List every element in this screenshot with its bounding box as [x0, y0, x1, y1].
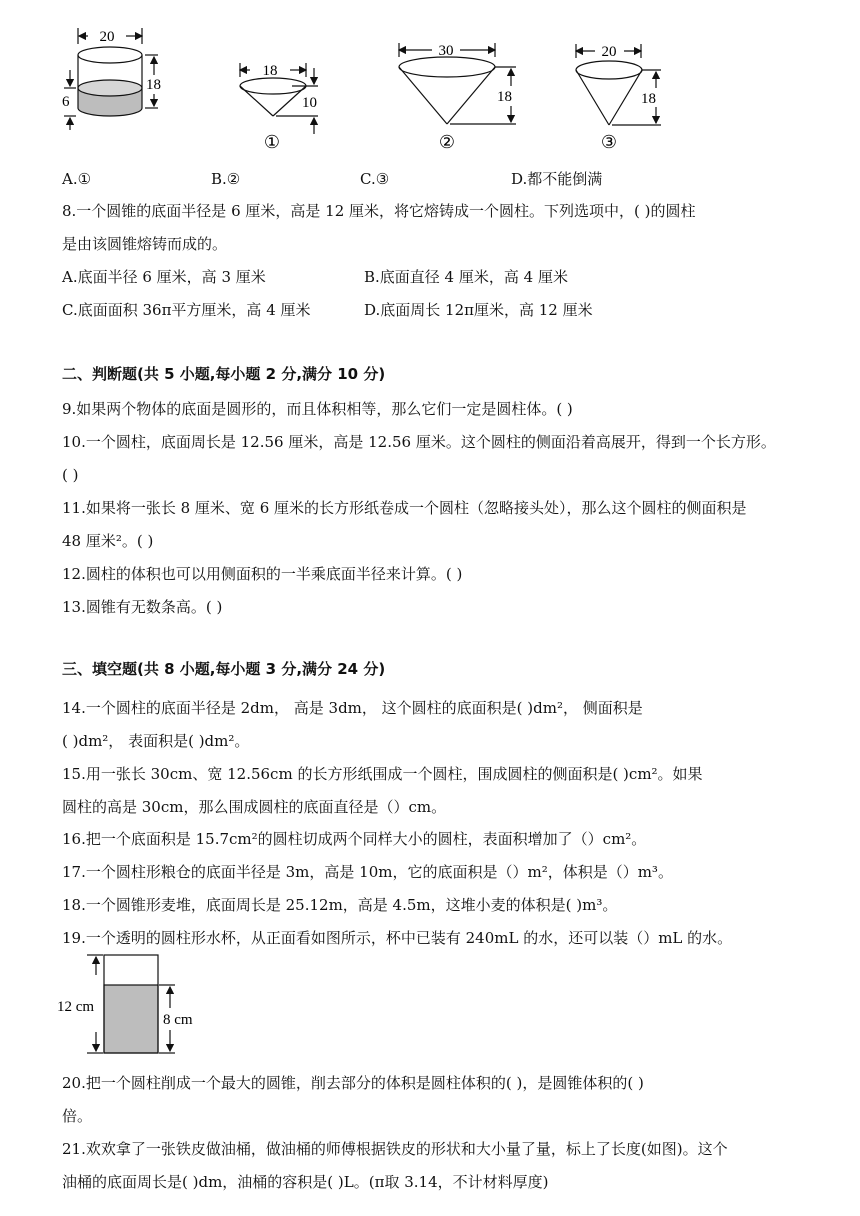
q19-cup: [87, 955, 175, 1053]
q8-option-d: D.底面周长 12π厘米，高 12 厘米: [364, 301, 593, 319]
q16: 16.把一个底面积是 15.7cm²的圆柱切成两个同样大小的圆柱，表面积增加了（）cm²。: [62, 830, 647, 848]
q7-option-a: A.①: [62, 170, 92, 188]
q8-line2: 是由该圆锥熔铸而成的。: [62, 235, 228, 253]
cone1-top-label: 18: [262, 63, 278, 79]
cylinder-height-label: 18: [146, 77, 161, 93]
cylinder-water-label: 6: [62, 94, 70, 110]
q20-line2: 倍。: [62, 1107, 93, 1125]
cone3-figure: [576, 44, 661, 125]
cylinder-top-label: 20: [99, 29, 115, 45]
cone3-height-label: 18: [641, 91, 656, 107]
q9: 9.如果两个物体的底面是圆形的，而且体积相等，那么它们一定是圆柱体。( ): [62, 400, 573, 418]
q21-line1: 21.欢欢拿了一张铁皮做油桶，做油桶的师傅根据铁皮的形状和大小量了量，标上了长度(如图)。这个: [62, 1140, 728, 1158]
cone3-label: ③: [600, 132, 618, 152]
q8-line1: 8.一个圆锥的底面半径是 6 厘米，高是 12 厘米，将它熔铸成一个圆柱。下列选项中，( )的圆柱: [62, 202, 696, 220]
cone2-label: ②: [438, 132, 456, 152]
q19-figure: [55, 950, 255, 1060]
cone1-label: ①: [263, 132, 281, 152]
q8-option-b: B.底面直径 4 厘米，高 4 厘米: [364, 268, 568, 286]
section2-title: 二、判断题(共 5 小题,每小题 2 分,满分 10 分): [62, 365, 386, 383]
q15-line1: 15.用一张长 30cm、宽 12.56cm 的长方形纸围成一个圆柱，围成圆柱的侧面积是( )cm²。如果: [62, 765, 703, 783]
q7-option-b: B.②: [211, 170, 241, 188]
cone2-figure: [399, 43, 516, 124]
q17: 17.一个圆柱形粮仓的底面半径是 3m，高是 10m，它的底面积是（）m²，体积是（）m³。: [62, 863, 673, 881]
q13: 13.圆锥有无数条高。( ): [62, 598, 223, 616]
q11-line2: 48 厘米²。( ): [62, 532, 154, 550]
cone2-height-label: 18: [497, 89, 512, 105]
q10-line1: 10.一个圆柱，底面周长是 12.56 厘米，高是 12.56 厘米。这个圆柱的侧面沿着高展开，得到一个长方形。: [62, 433, 776, 451]
q7-option-d: D.都不能倒满: [511, 170, 603, 188]
q8-option-a: A.底面半径 6 厘米，高 3 厘米: [62, 268, 266, 286]
q21-line2: 油桶的底面周长是( )dm，油桶的容积是( )L。(π取 3.14，不计材料厚度): [62, 1173, 549, 1191]
q8-option-c: C.底面面积 36π平方厘米，高 4 厘米: [62, 301, 311, 319]
q15-line2: 圆柱的高是 30cm，那么围成圆柱的底面直径是（）cm。: [62, 798, 447, 816]
cone3-top-label: 20: [601, 44, 617, 60]
cone2-top-label: 30: [438, 43, 454, 59]
q19: 19.一个透明的圆柱形水杯，从正面看如图所示，杯中已装有 240mL 的水，还可以装（）mL 的水。: [62, 929, 733, 947]
q10-line2: ( ): [62, 466, 79, 484]
q14-line1: 14.一个圆柱的底面半径是 2dm， 高是 3dm， 这个圆柱的底面积是( )dm²， 侧面积是: [62, 699, 643, 717]
cone1-height-label: 10: [302, 95, 317, 111]
q11-line1: 11.如果将一张长 8 厘米、宽 6 厘米的长方形纸卷成一个圆柱（忽略接头处），那么这个圆柱的侧面积是: [62, 499, 747, 517]
q12: 12.圆柱的体积也可以用侧面积的一半乘底面半径来计算。( ): [62, 565, 463, 583]
q18: 18.一个圆锥形麦堆，底面周长是 25.12m，高是 4.5m，这堆小麦的体积是( )m³。: [62, 896, 618, 914]
q7-figures: [0, 0, 860, 160]
q20-line1: 20.把一个圆柱削成一个最大的圆锥，削去部分的体积是圆柱体积的( )，是圆锥体积的( ): [62, 1074, 644, 1092]
q14-line2: ( )dm²， 表面积是( )dm²。: [62, 732, 250, 750]
q19-outer-label: 12 cm: [57, 999, 95, 1015]
section3-title: 三、填空题(共 8 小题,每小题 3 分,满分 24 分): [62, 660, 386, 678]
q7-option-c: C.③: [360, 170, 390, 188]
q19-water-label: 8 cm: [163, 1012, 193, 1028]
